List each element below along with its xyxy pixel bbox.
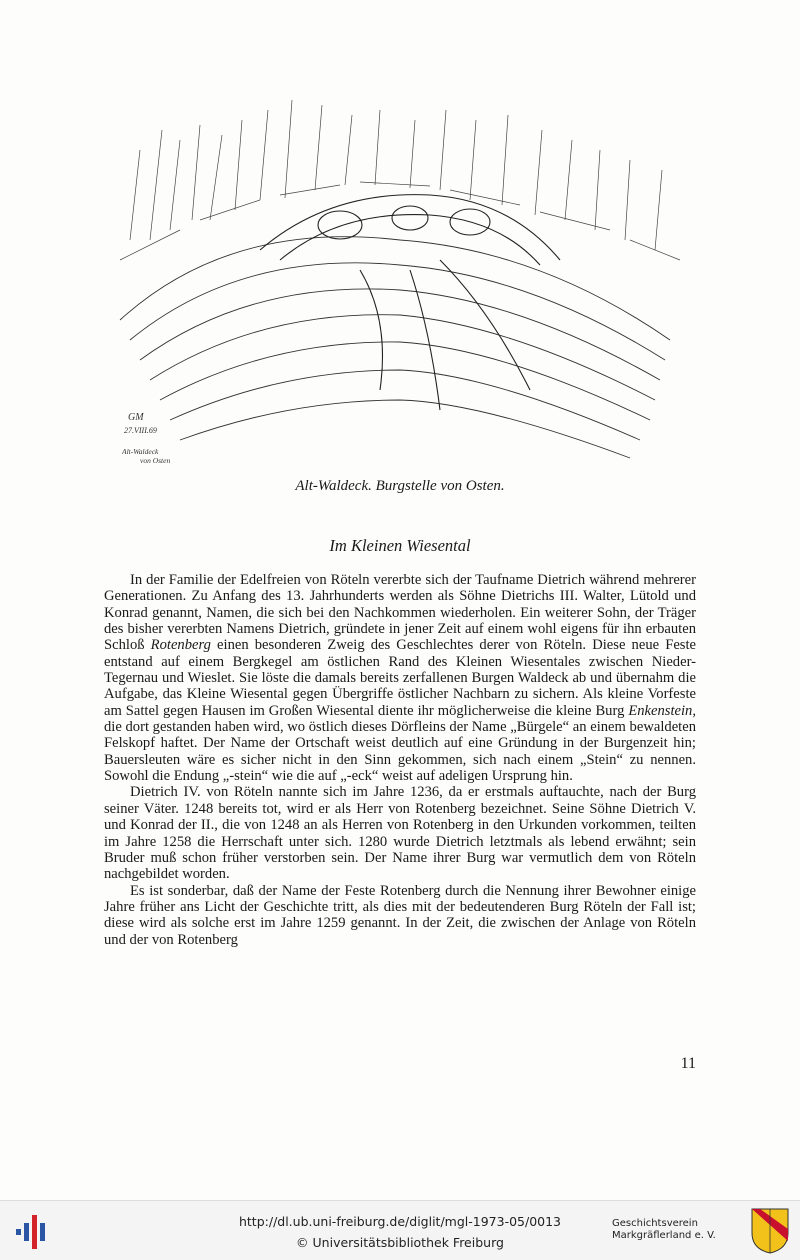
society-name-line2: Markgräflerland e. V.	[612, 1230, 716, 1241]
paragraph-1-text-3: die dort gestanden haben wird, wo östlich dieses Dörfleins der Name „Bürgele“ an einem bewaldeten Felskopf haftet. Der Name der Ortschaft weist deutlich auf eine Gründung in der Burgenzeit hin; Bauersleuten wäre es sicher nicht in den Sinn gekommen, sich nach einem „Stein“ zu nennen. Sowohl die Endung „-stein“ wie die auf „-eck“ weist auf adeligen Ursprung hin.	[104, 719, 696, 785]
coat-of-arms-icon	[750, 1207, 790, 1255]
viewer-footer	[0, 1200, 800, 1260]
library-logo-icon	[14, 1211, 50, 1251]
sketch-note-line2: von Osten	[140, 456, 171, 465]
paragraph-3	[104, 883, 696, 948]
section-title: Im Kleinen Wiesental	[329, 536, 471, 555]
paragraph-1	[104, 572, 696, 784]
castle-site-sketch	[110, 90, 690, 470]
permalink-url[interactable]: http://dl.ub.uni-freiburg.de/diglit/mgl-1973-05/0013	[238, 1214, 562, 1229]
copyright-notice: © Universitätsbibliothek Freiburg	[296, 1235, 504, 1250]
paragraph-2-text: Dietrich IV. von Röteln nannte sich im Jahre 1236, da er erstmals auftauchte, nach der Burg seiner Väter. 1248 bereits tot, wird er als Herr von Rotenberg bezeichnet. Seine Söhne Dietrich V. und Konrad der II., die von 1248 an als Herren von Rotenberg in den Urkunden vorkommen, teilten im Jahre 1258 die Herrschaft unter sich. 1280 wurde Dietrich letztmals als lebend erwähnt; sein Bruder muß schon früher verstorben sein. Der Name ihrer Burg war vermutlich dem von Röteln nachgebildet worden.	[104, 784, 696, 883]
paragraph-1-text-2: einen besonderen Zweig des Geschlechtes derer von Röteln. Diese neue Feste entstand auf einem Bergkegel am östlichen Rand des Kleinen Wiesentales zwischen Nieder-Tegernau und Wieslet. Sie löste die damals bereits zerfallenen Burgen Waldeck ab und übernahm die Aufgabe, das Kleine Wiesental gegen Übergriffe östlicher Nachbarn zu sichern. Als kleine Vorfeste am Sattel gegen Hausen im Großen Wiesental diente ihr möglicherweise die kleine Burg	[104, 637, 697, 719]
figure-caption: Alt-Waldeck. Burgstelle von Osten.	[295, 478, 505, 494]
place-name-enkenstein: Enkenstein,	[628, 702, 696, 719]
body-text	[104, 572, 696, 948]
artist-date: 27.VIII.69	[124, 426, 157, 435]
paragraph-2	[104, 784, 696, 882]
sketch-note-line1: Alt-Waldeck	[122, 447, 159, 456]
place-name-rotenberg: Rotenberg	[150, 637, 211, 654]
paragraph-1-text-1: In der Familie der Edelfreien von Röteln vererbte sich der Taufname Dietrich während mehrerer Generationen. Zu Anfang des 13. Jahrhunderts werden als Söhne Dietrichs III. Walter, Lütold und Konrad genannt, Namen, die sich bei den Nachkommen wiederholen. Ein weiterer Sohn, der Träger des bisher vererbten Namens Dietrich, gründete in jener Zeit auf einem wohl eigens für ihn erbauten Schloß	[104, 572, 696, 654]
page-number: 11	[680, 1055, 696, 1072]
artist-initials: GM	[128, 412, 144, 423]
society-name-line1: Geschichtsverein	[612, 1218, 698, 1229]
paragraph-3-text: Es ist sonderbar, daß der Name der Feste Rotenberg durch die Nennung ihrer Bewohner einige Jahre früher ans Licht der Geschichte tritt, als dies mit der bedeutenderen Burg Röteln der Fall ist; diese wird als solche erst im Jahre 1259 genannt. In der Zeit, die zwischen der Anlage von Röteln und der von Rotenberg	[104, 882, 696, 948]
society-name	[612, 1218, 747, 1242]
